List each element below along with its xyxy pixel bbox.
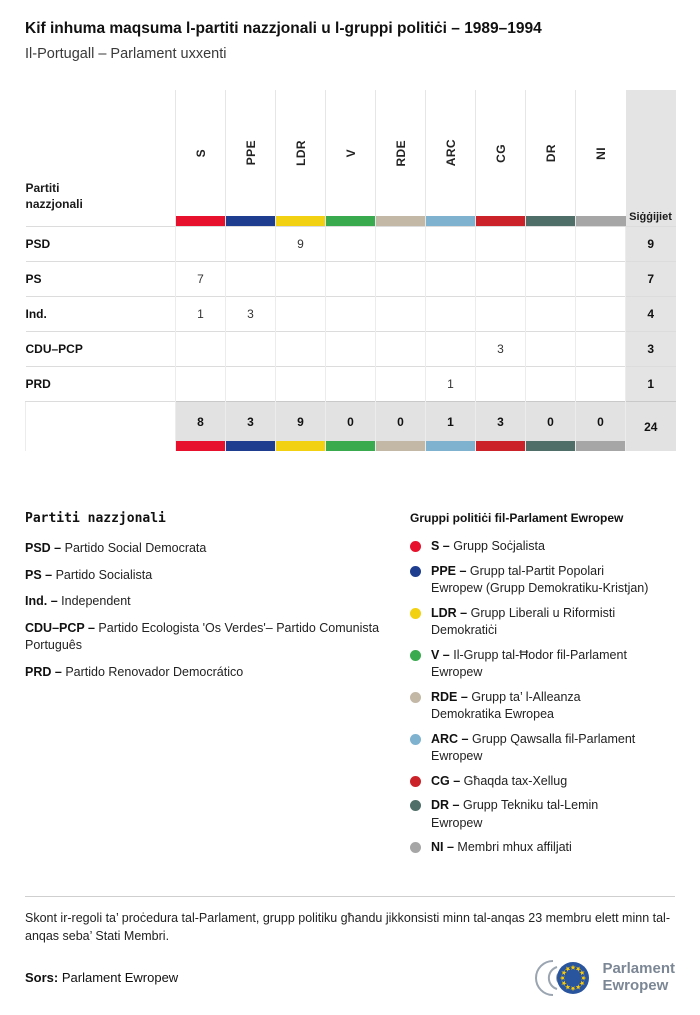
- table-row: [26, 332, 676, 367]
- group-full-name: Membri mhux affiljati: [457, 840, 572, 854]
- legend-group-item: [410, 647, 650, 682]
- group-full-name: Il-Grupp tal-Ħodor fil-Parlament Ewropew: [431, 647, 627, 679]
- legend-party-item: [25, 620, 385, 655]
- cell: [326, 262, 376, 297]
- cell: [476, 262, 526, 297]
- cell: [476, 297, 526, 332]
- group-column-header-dr: [526, 90, 576, 227]
- seats-column-header: Siġġijiet: [626, 90, 676, 227]
- group-color-dot: [410, 734, 421, 745]
- total-cell: [526, 402, 576, 452]
- party-full-name: Partido Ecologista 'Os Verdes'– Partido Comunista Português: [25, 620, 380, 652]
- legend-groups-heading: Gruppi politiċi fil-Parlament Ewropew: [410, 511, 624, 525]
- legend-group-item: [410, 563, 650, 598]
- group-color-bar: [426, 216, 475, 226]
- legend-group-item: [410, 538, 650, 556]
- total-cell: [326, 402, 376, 452]
- group-color-dot: [410, 566, 421, 577]
- total-value: 3: [497, 414, 504, 429]
- legend-party-item: [25, 567, 385, 585]
- cell: [576, 262, 626, 297]
- page-subtitle: Il-Portugall – Parlament uxxenti: [25, 46, 227, 62]
- group-code-label: DR: [543, 143, 558, 163]
- group-color-bar: [226, 216, 275, 226]
- cell: [376, 367, 426, 402]
- group-code: S –: [431, 539, 450, 553]
- party-full-name: Partido Socialista: [55, 567, 153, 582]
- group-code-label: V: [343, 148, 358, 158]
- group-color-bar: [476, 441, 525, 451]
- cell: [376, 227, 426, 262]
- group-column-header-v: [326, 90, 376, 227]
- party-name: Ind.: [26, 297, 176, 332]
- total-value: 0: [397, 414, 404, 429]
- cell: [176, 367, 226, 402]
- group-column-header-ldr: [276, 90, 326, 227]
- total-cell: [276, 402, 326, 452]
- cell: [426, 297, 476, 332]
- group-full-name: Grupp Tekniku tal-Lemin Ewropew: [431, 798, 599, 830]
- group-code: CG –: [431, 773, 461, 788]
- cell: [326, 332, 376, 367]
- cell: 3: [226, 297, 276, 332]
- group-code: RDE –: [431, 689, 468, 704]
- group-code-label: ARC: [443, 139, 458, 167]
- cell: [326, 367, 376, 402]
- legend-group-item: [410, 605, 650, 640]
- total-value: 0: [347, 414, 354, 429]
- party-name: PRD: [26, 367, 176, 402]
- table-row: [26, 262, 676, 297]
- total-cell: [426, 402, 476, 452]
- table-row: [26, 367, 676, 402]
- cell: [276, 367, 326, 402]
- cell: [226, 367, 276, 402]
- cell: [326, 227, 376, 262]
- cell: 9: [276, 227, 326, 262]
- total-cell: [176, 402, 226, 452]
- legend-party-item: [25, 540, 385, 558]
- group-code: NI –: [431, 840, 454, 854]
- total-cell: [376, 402, 426, 452]
- legend: [25, 511, 675, 864]
- group-color-bar: [376, 441, 425, 451]
- seats-value: 3: [626, 332, 676, 367]
- group-code-label: LDR: [293, 140, 308, 166]
- group-color-dot: [410, 608, 421, 619]
- group-color-bar: [426, 441, 475, 451]
- cell: [476, 367, 526, 402]
- group-code-label: S: [193, 148, 208, 158]
- cell: [526, 297, 576, 332]
- group-code-label: PPE: [243, 140, 258, 166]
- cell: [576, 332, 626, 367]
- group-full-name: Grupp Soċjalista: [453, 539, 545, 553]
- cell: [426, 227, 476, 262]
- group-column-header-ni: [576, 90, 626, 227]
- party-name: CDU–PCP: [26, 332, 176, 367]
- logo-text-line2: Ewropew: [602, 976, 669, 994]
- legend-parties-heading: Partiti nazzjonali: [25, 511, 166, 526]
- cell: [276, 262, 326, 297]
- group-column-header-ppe: [226, 90, 276, 227]
- party-code: PRD –: [25, 664, 62, 679]
- ep-logo-mark: [532, 957, 594, 999]
- group-full-name: Grupp tal-Partit Popolari Ewropew (Grupp Demokratiku-Kristjan): [431, 563, 649, 595]
- party-code: PSD –: [25, 541, 62, 555]
- seats-value: 9: [626, 227, 676, 262]
- cell: 1: [176, 297, 226, 332]
- total-value: 1: [447, 414, 454, 429]
- source-line: [25, 970, 178, 985]
- cell: [376, 332, 426, 367]
- group-color-bar: [526, 441, 575, 451]
- table-header-row: [26, 90, 676, 227]
- group-color-bar: [226, 441, 275, 451]
- group-color-dot: [410, 541, 421, 552]
- table-row: [26, 227, 676, 262]
- cell: [376, 262, 426, 297]
- group-column-header-arc: [426, 90, 476, 227]
- cell: [276, 297, 326, 332]
- group-color-bar: [326, 216, 375, 226]
- seats-value: 7: [626, 262, 676, 297]
- legend-party-item: [25, 664, 385, 682]
- group-code-label: CG: [493, 143, 508, 163]
- cell: [226, 332, 276, 367]
- group-color-bar: [376, 216, 425, 226]
- total-value: 8: [197, 414, 204, 429]
- group-color-bar: [326, 441, 375, 451]
- cell: [576, 367, 626, 402]
- total-value: 9: [297, 414, 304, 429]
- results-table: [25, 90, 676, 451]
- seats-value: 1: [626, 367, 676, 402]
- legend-group-item: [410, 839, 650, 857]
- footer-bar: [25, 957, 675, 999]
- total-value: 0: [547, 414, 554, 429]
- group-code-label: RDE: [393, 139, 408, 167]
- source-label: Sors:: [25, 970, 59, 986]
- cell: [176, 227, 226, 262]
- group-color-dot: [410, 842, 421, 853]
- cell: [526, 367, 576, 402]
- cell: [376, 297, 426, 332]
- legend-national-parties: [25, 511, 410, 864]
- table-row: [26, 297, 676, 332]
- party-full-name: Partido Renovador Democrático: [65, 664, 244, 679]
- group-full-name: Grupp Liberali u Riformisti Demokratiċi: [431, 605, 616, 637]
- legend-group-item: [410, 689, 650, 724]
- legend-group-item: [410, 731, 650, 766]
- cell: [576, 227, 626, 262]
- cell: [326, 297, 376, 332]
- total-cell: [476, 402, 526, 452]
- group-code: V –: [431, 647, 450, 662]
- total-value: 0: [597, 414, 604, 429]
- page-title: Kif inhuma maqsuma l-partiti nazzjonali u l-gruppi politiċi – 1989–1994: [25, 20, 542, 37]
- group-color-bar: [476, 216, 525, 226]
- group-full-name: Grupp ta’ l-Alleanza Demokratika Ewropea: [431, 689, 581, 721]
- group-color-dot: [410, 650, 421, 661]
- procedure-footnote: Skont ir-regoli ta’ proċedura tal-Parlament, grupp politiku għandu jikkonsisti minn tal-anqas 23 membru elett minn tal-anqas seba’ Stati Membri.: [25, 896, 675, 945]
- group-color-bar: [176, 216, 225, 226]
- seats-value: 4: [626, 297, 676, 332]
- group-color-bar: [276, 216, 325, 226]
- group-color-bar: [176, 441, 225, 451]
- party-name: PS: [26, 262, 176, 297]
- cell: [526, 332, 576, 367]
- cell: 1: [426, 367, 476, 402]
- source-value: Parlament Ewropew: [61, 970, 179, 986]
- cell: [226, 262, 276, 297]
- european-parliament-logo: [532, 957, 675, 999]
- group-color-dot: [410, 800, 421, 811]
- cell: [526, 227, 576, 262]
- total-cell: [226, 402, 276, 452]
- group-code: LDR –: [431, 605, 468, 620]
- first-column-header: [26, 90, 176, 227]
- cell: [526, 262, 576, 297]
- group-code: DR –: [431, 798, 460, 812]
- group-color-dot: [410, 692, 421, 703]
- cell: [576, 297, 626, 332]
- party-name: PSD: [26, 227, 176, 262]
- total-cell: [576, 402, 626, 452]
- cell: 7: [176, 262, 226, 297]
- legend-political-groups: [410, 511, 650, 864]
- group-column-header-s: [176, 90, 226, 227]
- cell: [176, 332, 226, 367]
- group-column-header-rde: [376, 90, 426, 227]
- cell: [476, 227, 526, 262]
- logo-text-line1: Parlament: [602, 959, 675, 977]
- group-code: PPE –: [431, 563, 467, 578]
- total-seats-value: 24: [626, 402, 676, 452]
- cell: [226, 227, 276, 262]
- group-color-bar: [276, 441, 325, 451]
- cell: [426, 262, 476, 297]
- party-full-name: Independent: [61, 594, 131, 608]
- totals-row: [26, 402, 676, 452]
- cell: [426, 332, 476, 367]
- group-color-bar: [576, 216, 626, 226]
- group-column-header-cg: [476, 90, 526, 227]
- party-code: PS –: [25, 567, 53, 582]
- legend-group-item: [410, 773, 650, 791]
- first-column-header-label: Partiti nazzjonali: [25, 180, 83, 211]
- total-value: 3: [247, 414, 254, 429]
- group-code-label: NI: [593, 146, 608, 160]
- party-code: CDU–PCP –: [25, 620, 95, 635]
- cell: 3: [476, 332, 526, 367]
- group-code: ARC –: [431, 731, 469, 746]
- group-color-bar: [576, 441, 625, 451]
- party-full-name: Partido Social Democrata: [64, 541, 207, 555]
- totals-blank-cell: [26, 402, 176, 452]
- legend-group-item: [410, 797, 650, 832]
- cell: [276, 332, 326, 367]
- ep-logo-wordmark: [602, 961, 675, 995]
- group-color-bar: [526, 216, 575, 226]
- group-color-dot: [410, 776, 421, 787]
- party-code: Ind. –: [25, 594, 58, 608]
- group-full-name: Grupp Qawsalla fil-Parlament Ewropew: [431, 731, 636, 763]
- legend-party-item: [25, 593, 385, 611]
- group-full-name: Għaqda tax-Xellug: [463, 773, 568, 788]
